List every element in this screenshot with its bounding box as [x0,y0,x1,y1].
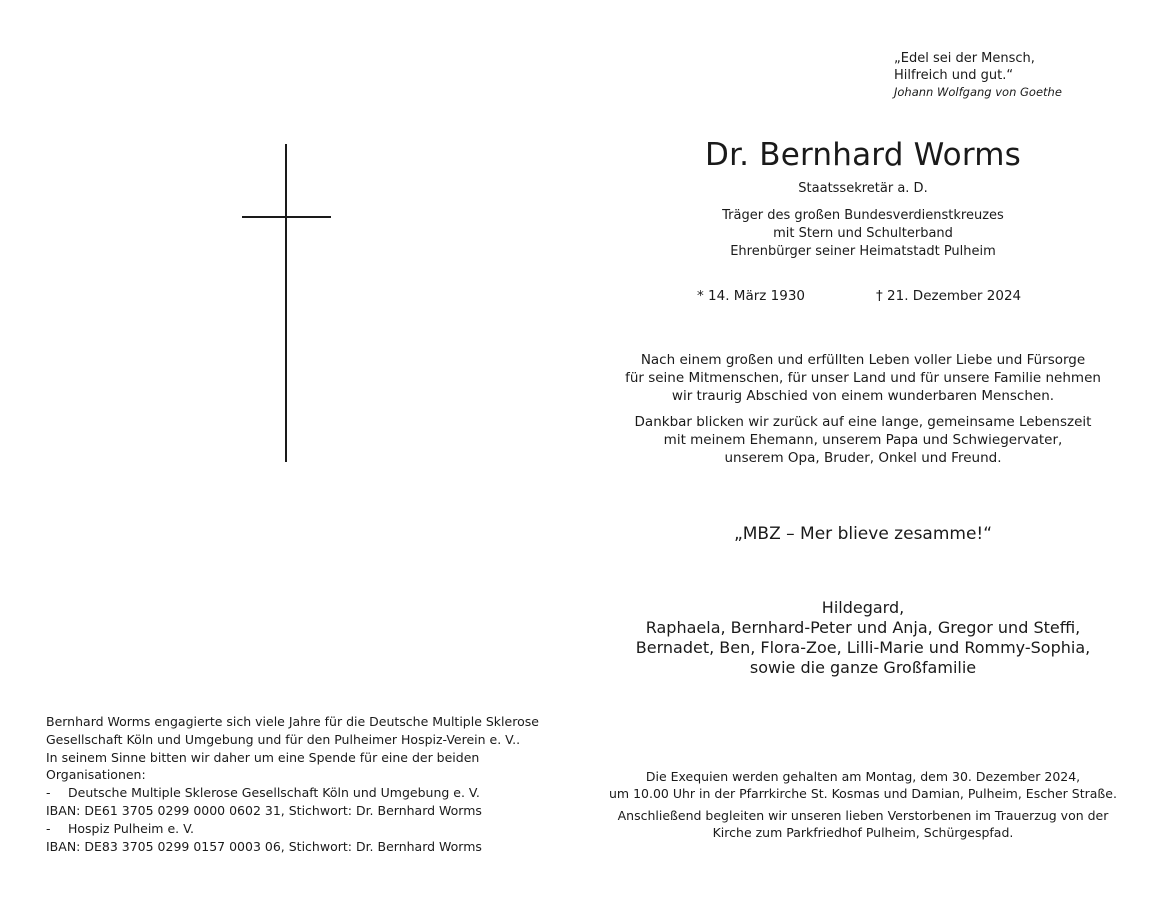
quote-line-1: „Edel sei der Mensch, [894,51,1035,66]
funeral-service-info [600,768,1126,802]
quote-author: Johann Wolfgang von Goethe [894,85,1062,99]
honor-line: Ehrenbürger seiner Heimatstadt Pulheim [730,244,996,259]
text-line: wir traurig Abschied von einem wunderbaren Menschen. [671,388,1055,404]
deceased-name: Dr. Bernhard Worms [705,137,1021,173]
text-line: Gesellschaft Köln und Umgebung und für den Pulheimer Hospiz-Verein e. V.. [46,731,521,747]
family-motto: „MBZ – Mer blieve zesamme!“ [733,524,993,544]
cross-icon-vertical-bar [285,144,287,462]
text-line: für seine Mitmenschen, für unser Land und für unsere Familie nehmen [625,370,1101,386]
org-iban: IBAN: DE83 3705 0299 0157 0003 06, Stichwort: Dr. Bernhard Worms [46,838,482,854]
life-dates [600,288,1126,308]
text-line: mit meinem Ehemann, unserem Papa und Schwiegervater, [663,432,1063,448]
text-line: Organisationen: [46,767,146,783]
funeral-procession-info [600,807,1126,841]
mourner-line: Raphaela, Bernhard-Peter und Anja, Gregor und Steffi, [645,618,1081,637]
text-line: unserem Opa, Bruder, Onkel und Freund. [724,450,1002,466]
org-name: Deutsche Multiple Sklerose Gesellschaft Köln und Umgebung e. V. [68,785,480,801]
text-line: Die Exequien werden gehalten am Montag, dem 30. Dezember 2024, [645,769,1081,784]
cross-icon-horizontal-bar [242,216,331,218]
honor-line: Träger des großen Bundesverdienstkreuzes [722,208,1004,223]
text-line: Kirche zum Parkfriedhof Pulheim, Schürgespfad. [712,825,1014,840]
text-line: In seinem Sinne bitten wir daher um eine Spende für eine der beiden [46,749,480,765]
birth-date: * 14. März 1930 [697,288,806,304]
gratitude-paragraph [600,413,1126,467]
goethe-quote [894,50,1134,101]
honor-line: mit Stern und Schulterband [773,226,953,241]
mourner-line: Bernadet, Ben, Flora-Zoe, Lilli-Marie und Rommy-Sophia, [635,638,1091,657]
deceased-honors [600,207,1126,261]
text-line: Dankbar blicken wir zurück auf eine lange, gemeinsame Lebenszeit [634,414,1092,430]
farewell-paragraph [600,351,1126,405]
deceased-title: Staatssekretär a. D. [798,181,928,196]
death-date: † 21. Dezember 2024 [876,288,1022,304]
quote-line-2: Hilfreich und gut.“ [894,68,1014,83]
donation-org-2 [46,820,566,838]
list-dash: - [46,785,51,801]
mourners-list [600,598,1126,678]
org-iban: IBAN: DE61 3705 0299 0000 0602 31, Stichwort: Dr. Bernhard Worms [46,802,482,818]
text-line: Anschließend begleiten wir unseren lieben Verstorbenen im Trauerzug von der [617,808,1109,823]
donation-org-1 [46,784,566,802]
mourner-line: sowie die ganze Großfamilie [749,658,977,677]
text-line: Bernhard Worms engagierte sich viele Jahre für die Deutsche Multiple Sklerose [46,714,539,729]
list-dash: - [46,820,51,836]
donation-request [46,713,566,855]
mourner-line: Hildegard, [821,598,905,617]
org-name: Hospiz Pulheim e. V. [68,820,195,836]
text-line: um 10.00 Uhr in der Pfarrkirche St. Kosmas und Damian, Pulheim, Escher Straße. [609,786,1117,801]
text-line: Nach einem großen und erfüllten Leben voller Liebe und Fürsorge [640,352,1086,368]
